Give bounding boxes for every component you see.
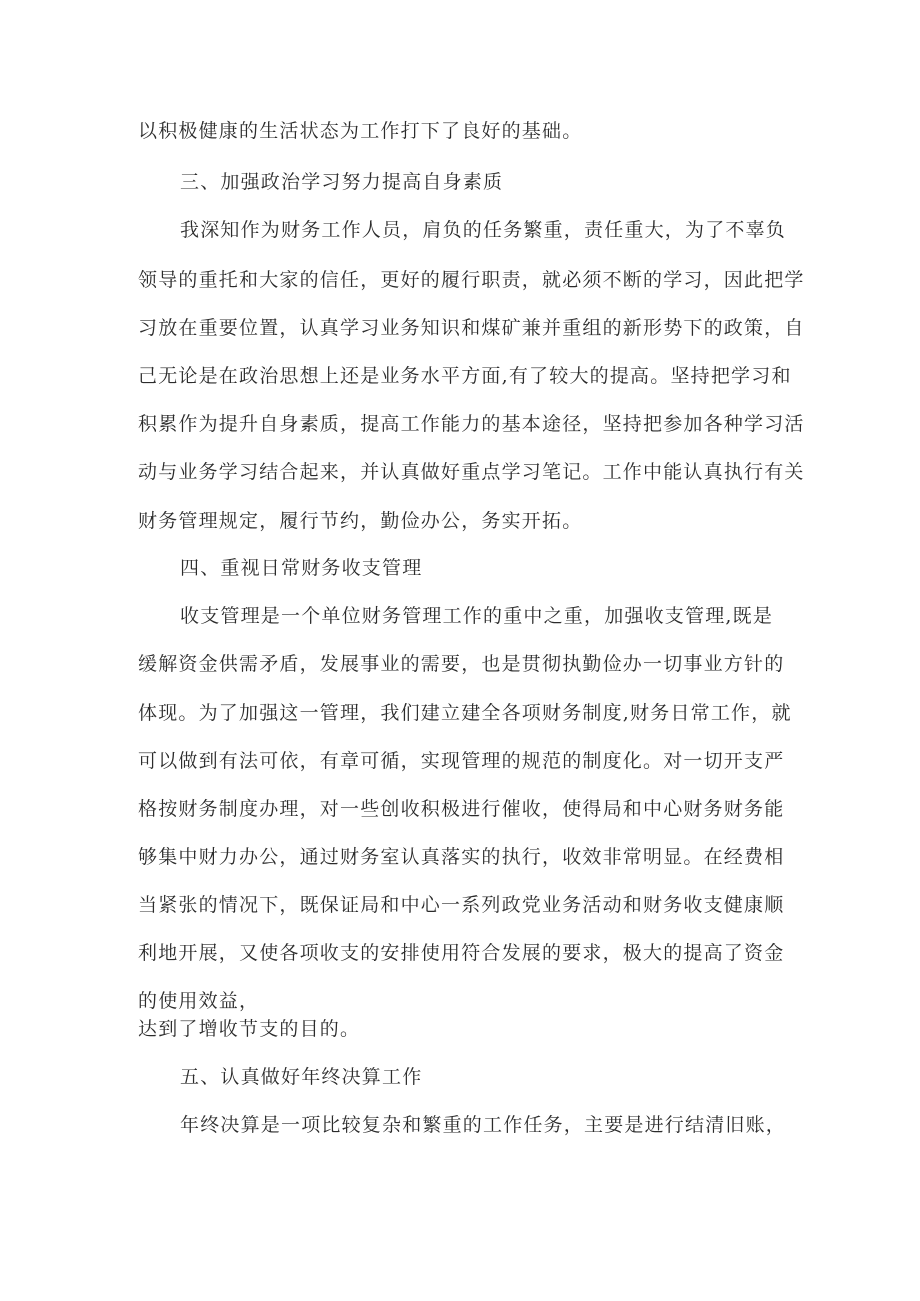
text-line: 以积极健康的生活状态为工作打下了良好的基础。 xyxy=(138,120,583,142)
text-line: 缓解资金供需矛盾，发展事业的需要，也是贯彻执勤俭办一切事业方针的 xyxy=(138,653,785,675)
text-line: 利地开展，又使各项收支的安排使用符合发展的要求，极大的提高了资金 xyxy=(138,942,785,964)
text-line: 可以做到有法可依，有章可循，实现管理的规范的制度化。对一切开支严 xyxy=(138,750,785,772)
text-line: 年终决算是一项比较复杂和繁重的工作任务，主要是进行结清旧账， xyxy=(180,1114,787,1136)
section-heading-3: 三、加强政治学习努力提高自身素质 xyxy=(180,171,504,193)
text-line: 我深知作为财务工作人员，肩负的任务繁重，责任重大，为了不辜负 xyxy=(180,219,787,241)
text-line: 体现。为了加强这一管理，我们建立建全各项财务制度,财务日常工作，就 xyxy=(138,702,792,724)
text-line: 财务管理规定，履行节约，勤俭办公，务实开拓。 xyxy=(138,510,583,532)
text-line: 动与业务学习结合起来，并认真做好重点学习笔记。工作中能认真执行有关 xyxy=(138,461,805,483)
text-line: 己无论是在政治思想上还是业务水平方面,有了较大的提高。坚持把学习和 xyxy=(138,365,792,387)
text-line: 当紧张的情况下，既保证局和中心一系列政党业务活动和财务收支健康顺 xyxy=(138,894,785,916)
text-line: 习放在重要位置，认真学习业务知识和煤矿兼并重组的新形势下的政策，自 xyxy=(138,317,805,339)
text-line: 领导的重托和大家的信任，更好的履行职责，就必须不断的学习，因此把学 xyxy=(138,269,805,291)
text-line: 格按财务制度办理，对一些创收积极进行催收，使得局和中心财务财务能 xyxy=(138,798,785,820)
text-line: 达到了增收节支的目的。 xyxy=(138,1018,361,1040)
section-heading-5: 五、认真做好年终决算工作 xyxy=(180,1066,423,1088)
text-line: 积累作为提升自身素质，提高工作能力的基本途径，坚持把参加各种学习活 xyxy=(138,413,805,435)
text-line: 收支管理是一个单位财务管理工作的重中之重，加强收支管理,既是 xyxy=(180,605,774,627)
text-line: 的使用效益， xyxy=(138,990,260,1012)
section-heading-4: 四、重视日常财务收支管理 xyxy=(180,557,423,579)
text-line: 够集中财力办公，通过财务室认真落实的执行，收效非常明显。在经费相 xyxy=(138,846,785,868)
